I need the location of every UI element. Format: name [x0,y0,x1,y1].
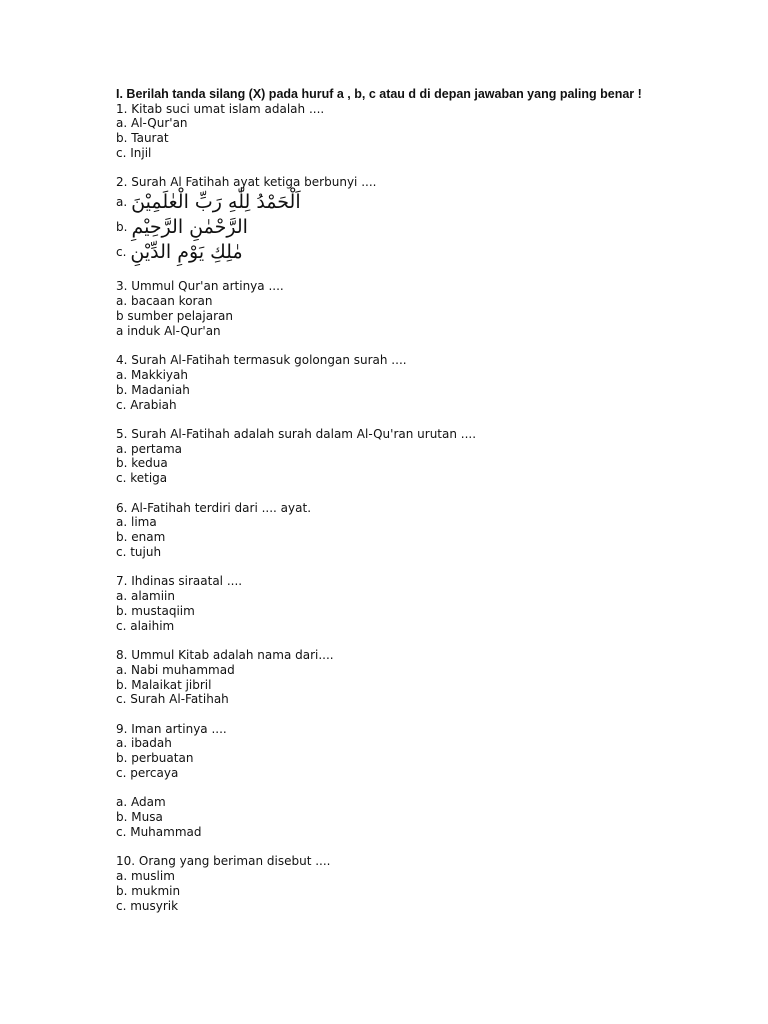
question-block-7 [116,574,656,633]
quiz-content [116,87,656,913]
question-text: 9. Iman artinya .... [116,721,227,736]
answer-option: b sumber pelajaran [116,309,233,324]
answer-option: c. percaya [116,766,179,780]
answer-option: a. ibadah [116,736,172,751]
question-block-2 [116,175,656,265]
answer-option: c. Muhammad [116,824,202,839]
answer-option: a. pertama [116,441,183,456]
answer-option: c. tujuh [116,544,162,559]
unnumbered-option-block [116,795,656,839]
arabic-answer-option [116,215,656,240]
answer-option: b. Madaniah [116,382,190,397]
arabic-text: اَلْحَمْدُ لِلّٰهِ رَبِّ الْعٰلَمِيْنَ [131,191,301,214]
question-text: 1. Kitab suci umat islam adalah .... [116,101,325,116]
question-block-4 [116,353,656,412]
answer-option: a. Al-Qur'an [116,116,188,131]
question-block-5 [116,427,656,486]
answer-option: b. enam [116,530,166,545]
answer-option: a induk Al-Qur'an [116,323,221,338]
answer-option: b. mukmin [116,883,181,898]
answer-option: b. Malaikat jibril [116,677,212,692]
answer-option: c. ketiga [116,471,168,486]
option-prefix: a. [116,195,128,210]
answer-option: a. Makkiyah [116,367,188,382]
question-text: 7. Ihdinas siraatal .... [116,574,243,589]
question-block-3 [116,279,656,338]
answer-option: b. perbuatan [116,751,194,766]
question-block-1 [116,102,656,161]
answer-option: a. alamiin [116,589,175,604]
answer-option: a. Nabi muhammad [116,662,235,677]
question-text: 10. Orang yang beriman disebut .... [116,854,331,869]
question-block-10 [116,854,656,913]
answer-option: b. mustaqiim [116,603,195,618]
option-prefix: b. [116,220,128,235]
answer-option: c. Surah Al-Fatihah [116,692,229,707]
answer-option: c. alaihim [116,618,175,633]
answer-option: b. Musa [116,810,163,825]
question-block-6 [116,501,656,560]
answer-option: a. bacaan koran [116,294,213,309]
answer-option: a. Adam [116,795,166,810]
answer-option: b. Taurat [116,131,169,146]
question-text: 5. Surah Al-Fatihah adalah surah dalam Al-Qu'ran urutan .... [116,426,477,441]
question-text: 8. Ummul Kitab adalah nama dari.... [116,647,334,662]
instruction-text: I. Berilah tanda silang (X) pada huruf a , b, c atau d di depan jawaban yang paling benar ! [116,87,642,101]
answer-option: a. lima [116,515,157,530]
arabic-text: الرَّحْمٰنِ الرَّحِيْمِ [131,216,248,239]
answer-option: b. kedua [116,456,168,471]
question-block-8 [116,648,656,707]
arabic-answer-option [116,240,656,265]
question-block-9 [116,722,656,781]
question-text: 6. Al-Fatihah terdiri dari .... ayat. [116,500,312,515]
answer-option: a. muslim [116,868,175,883]
question-text: 2. Surah Al Fatihah ayat ketiga berbunyi .... [116,175,377,190]
answer-option: c. Injil [116,145,152,160]
answer-option: c. musyrik [116,898,179,913]
arabic-text: مٰلِكِ يَوْمِ الدِّيْنِ [130,241,243,264]
question-text: 4. Surah Al-Fatihah termasuk golongan surah .... [116,353,407,368]
option-prefix: c. [116,245,127,260]
arabic-answer-option [116,190,656,215]
question-text: 3. Ummul Qur'an artinya .... [116,279,284,294]
answer-option: c. Arabiah [116,397,177,412]
